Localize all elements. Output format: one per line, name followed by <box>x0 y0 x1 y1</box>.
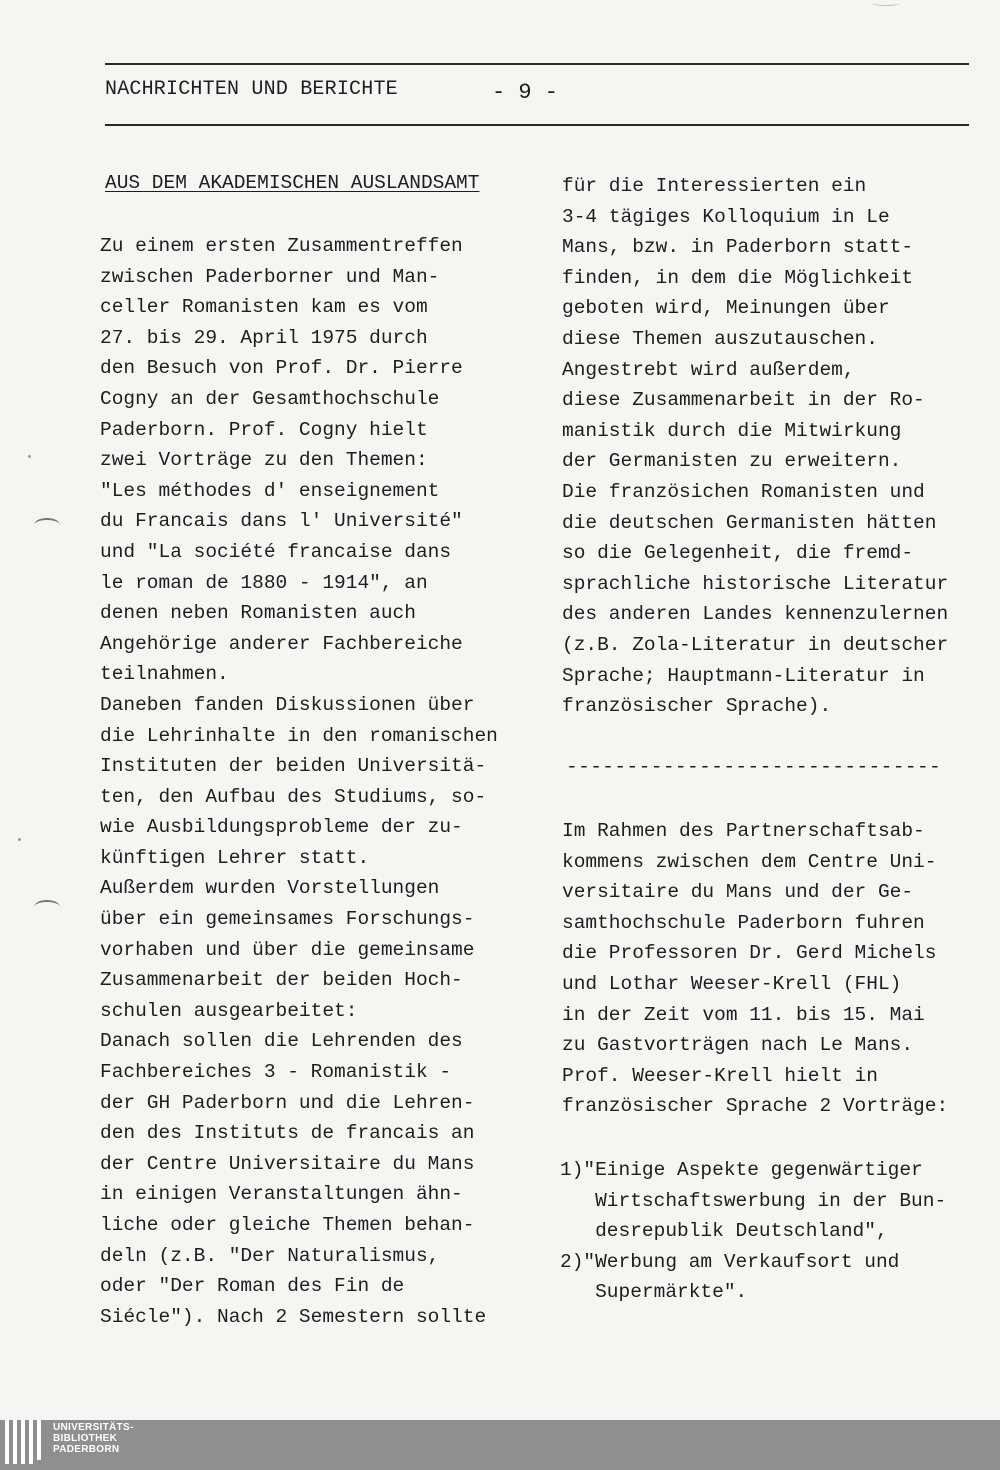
lecture-list <box>560 1155 990 1308</box>
text-line: versitaire du Mans und der Ge- <box>562 881 914 904</box>
text-line: denen neben Romanisten auch <box>100 602 416 625</box>
text-line: Außerdem wurden Vorstellungen <box>100 877 440 900</box>
text-line: in der Zeit vom 11. bis 15. Mai <box>562 1003 925 1026</box>
text-line: diese Zusammenarbeit in der Ro- <box>562 389 925 412</box>
text-line: manistik durch die Mitwirkung <box>562 419 902 442</box>
text-line: du Francais dans l' Université" <box>100 510 463 533</box>
header-rule-top <box>105 63 969 65</box>
library-logo-icon <box>3 1420 49 1464</box>
text-line: celler Romanisten kam es vom <box>100 296 428 319</box>
text-line: Angehörige anderer Fachbereiche <box>100 632 463 655</box>
margin-dot <box>18 838 21 841</box>
text-line: französischer Sprache). <box>562 695 832 718</box>
text-line: und "La société francaise dans <box>100 540 452 563</box>
text-line: samthochschule Paderborn fuhren <box>562 911 925 934</box>
text-line: zu Gastvorträgen nach Le Mans. <box>562 1034 914 1057</box>
text-line: künftigen Lehrer statt. <box>100 846 370 869</box>
text-line: deln (z.B. "Der Naturalismus, <box>100 1244 440 1267</box>
library-name <box>53 1422 134 1455</box>
text-line: die Professoren Dr. Gerd Michels <box>562 942 937 965</box>
text-line: Cogny an der Gesamthochschule <box>100 387 440 410</box>
text-line: Sprache; Hauptmann-Literatur in <box>562 664 925 687</box>
text-line: Supermärkte". <box>560 1281 748 1304</box>
text-line: 2)"Werbung am Verkaufsort und <box>560 1250 900 1273</box>
text-line: Siécle"). Nach 2 Semestern sollte <box>100 1305 487 1328</box>
text-line: le roman de 1880 - 1914", an <box>100 571 428 594</box>
text-line: vorhaben und über die gemeinsame <box>100 938 475 961</box>
text-line: Mans, bzw. in Paderborn statt- <box>562 236 914 259</box>
text-line: liche oder gleiche Themen behan- <box>100 1214 475 1236</box>
text-line: der Centre Universitaire du Mans <box>100 1152 475 1175</box>
text-line: des anderen Landes kennenzulernen <box>562 603 949 626</box>
text-line: (z.B. Zola-Literatur in deutscher <box>562 633 949 656</box>
text-line: die Lehrinhalte in den romanischen <box>100 724 498 747</box>
right-column-text <box>562 171 982 722</box>
library-name-line: UNIVERSITÄTS- <box>53 1422 134 1433</box>
text-line: diese Themen auszutauschen. <box>562 327 878 350</box>
text-line: schulen ausgearbeitet: <box>100 999 358 1022</box>
header-rule-bottom <box>105 124 969 126</box>
text-line: Prof. Weeser-Krell hielt in <box>562 1064 878 1087</box>
separator-dashes: ------------------------------- <box>566 756 942 778</box>
text-line: finden, in dem die Möglichkeit <box>562 266 914 289</box>
article-heading: AUS DEM AKADEMISCHEN AUSLANDSAMT <box>105 172 480 194</box>
text-line: Zu einem ersten Zusammentreffen <box>100 235 463 257</box>
text-line: in einigen Veranstaltungen ähn- <box>100 1183 463 1206</box>
library-name-line: PADERBORN <box>53 1444 120 1455</box>
scan-artifact <box>872 0 900 6</box>
text-line: Daneben fanden Diskussionen über <box>100 693 475 716</box>
text-line: desrepublik Deutschland", <box>560 1220 888 1243</box>
text-line: oder "Der Roman des Fin de <box>100 1275 405 1298</box>
text-line: Zusammenarbeit der beiden Hoch- <box>100 969 463 992</box>
margin-mark <box>34 518 60 532</box>
section-title: NACHRICHTEN UND BERICHTE <box>105 78 398 101</box>
text-line: Angestrebt wird außerdem, <box>562 358 855 381</box>
margin-mark <box>34 900 60 914</box>
second-article-text <box>562 816 982 1122</box>
text-line: Fachbereiches 3 - Romanistik - <box>100 1061 452 1084</box>
text-line: ten, den Aufbau des Studiums, so- <box>100 785 487 808</box>
text-line: Danach sollen die Lehrenden des <box>100 1030 463 1053</box>
library-name-line: BIBLIOTHEK <box>53 1433 118 1444</box>
text-line: die deutschen Germanisten hätten <box>562 511 937 534</box>
text-line: und Lothar Weeser-Krell (FHL) <box>562 972 902 995</box>
library-footer <box>0 1420 1000 1470</box>
text-line: über ein gemeinsames Forschungs- <box>100 908 475 931</box>
text-line: wie Ausbildungsprobleme der zu- <box>100 816 463 839</box>
text-line: der Germanisten zu erweitern. <box>562 450 902 473</box>
page-number: - 9 - <box>492 80 559 105</box>
text-line: Wirtschaftswerbung in der Bun- <box>560 1189 947 1212</box>
text-line: französischer Sprache 2 Vorträge: <box>562 1095 949 1118</box>
text-line: zwei Vorträge zu den Themen: <box>100 449 428 472</box>
text-line: so die Gelegenheit, die fremd- <box>562 542 914 565</box>
text-line: den des Instituts de francais an <box>100 1122 475 1145</box>
text-line: der GH Paderborn und die Lehren- <box>100 1091 475 1114</box>
text-line: Im Rahmen des Partnerschaftsab- <box>562 820 925 842</box>
text-line: teilnahmen. <box>100 663 229 686</box>
text-line: Paderborn. Prof. Cogny hielt <box>100 418 428 441</box>
text-line: kommens zwischen dem Centre Uni- <box>562 850 937 873</box>
text-line: den Besuch von Prof. Dr. Pierre <box>100 357 463 380</box>
text-line: geboten wird, Meinungen über <box>562 297 890 320</box>
margin-dot <box>28 455 31 458</box>
text-line: zwischen Paderborner und Man- <box>100 265 440 288</box>
text-line: 27. bis 29. April 1975 durch <box>100 326 428 349</box>
left-column-text <box>100 231 530 1332</box>
text-line: 3-4 tägiges Kolloquium in Le <box>562 205 890 228</box>
text-line: sprachliche historische Literatur <box>562 572 949 595</box>
text-line: 1)"Einige Aspekte gegenwärtiger <box>560 1159 923 1181</box>
text-line: Instituten der beiden Universitä- <box>100 755 487 778</box>
text-line: für die Interessierten ein <box>562 175 867 197</box>
text-line: "Les méthodes d' enseignement <box>100 479 440 502</box>
text-line: Die französichen Romanisten und <box>562 480 925 503</box>
